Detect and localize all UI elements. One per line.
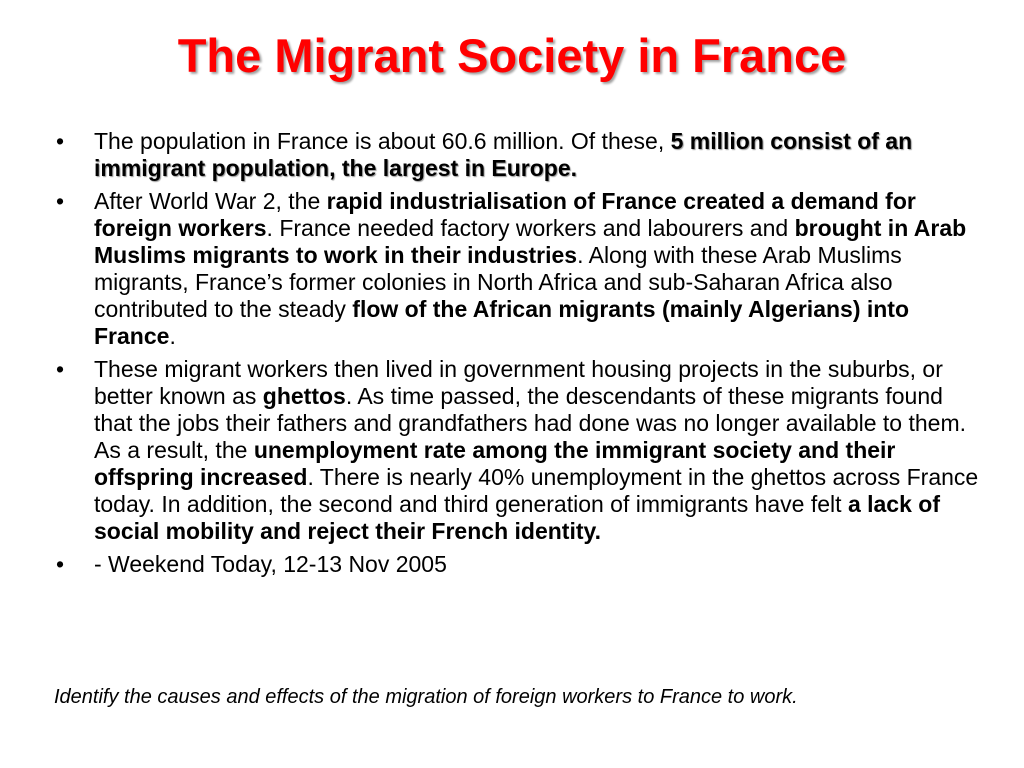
emphasis-text: a lack of social mobility and reject their French identity. bbox=[94, 491, 940, 544]
emphasis-text: flow of the African migrants (mainly Algerians) into France bbox=[94, 296, 910, 349]
bullet-symbol: • bbox=[56, 128, 65, 154]
emphasis-text: brought in Arab Muslims migrants to work in their industries bbox=[94, 215, 967, 268]
emphasis-text: unemployment rate among the immigrant society and their offspring increased bbox=[94, 437, 896, 490]
discussion-prompt: Identify the causes and effects of the migration of foreign workers to France to work. bbox=[54, 686, 798, 708]
bullet-symbol: • bbox=[56, 356, 65, 382]
bullet-symbol: • bbox=[56, 551, 65, 577]
bullet-text: The population in France is about 60.6 million. Of these, bbox=[94, 128, 671, 154]
bullet-text: . France needed factory workers and labourers and bbox=[266, 215, 795, 241]
bullet-population bbox=[56, 128, 986, 182]
bullet-text: . As time passed, the descendants of these migrants found that the jobs their fathers and grandfathers had done was no longer available to them. As a result, the bbox=[94, 383, 967, 463]
slide-title: The Migrant Society in France bbox=[177, 29, 847, 82]
emphasis-text: 5 million consist of an immigrant population, the largest in Europe. bbox=[94, 128, 913, 181]
bullet-text: These migrant workers then lived in government housing projects in the suburbs, or better known as bbox=[94, 356, 943, 409]
bullet-symbol: • bbox=[56, 188, 65, 214]
bullet-list bbox=[56, 128, 986, 584]
bullet-text: . bbox=[169, 323, 176, 349]
bullet-text: . There is nearly 40% unemployment in the ghettos across France today. In addition, the second and third generation of immigrants have felt bbox=[94, 464, 979, 517]
bullet-post-war bbox=[56, 188, 986, 350]
emphasis-text: rapid industrialisation of France created a demand for foreign workers bbox=[94, 188, 916, 241]
bullet-source bbox=[56, 551, 986, 578]
bullet-text: After World War 2, the bbox=[94, 188, 327, 214]
bullet-ghettos bbox=[56, 356, 986, 545]
emphasis-text: ghettos bbox=[262, 383, 346, 409]
source-citation: - Weekend Today, 12-13 Nov 2005 bbox=[94, 551, 447, 577]
bullet-text: . Along with these Arab Muslims migrants, France’s former colonies in North Africa and sub-Saharan Africa also contributed to the steady bbox=[94, 242, 902, 322]
